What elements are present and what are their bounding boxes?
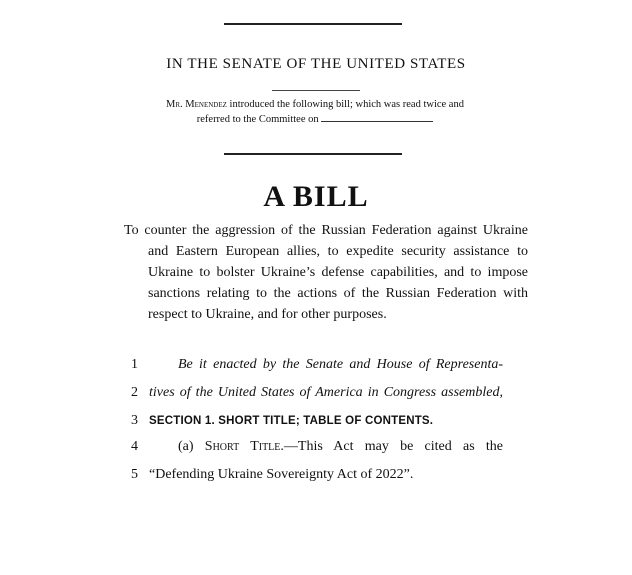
enacting-clause-line-1: Be it enacted by the Senate and House of Representa- <box>178 357 503 372</box>
line-number: 3 <box>131 413 138 428</box>
document-type-heading: A BILL <box>263 180 369 213</box>
introduction-line-1: introduced the following bill; which was read twice and <box>226 99 464 110</box>
line-number: 1 <box>131 357 138 372</box>
line-number: 5 <box>131 467 138 482</box>
purpose-paragraph: To counter the aggression of the Russian Federation against Ukraine and Eastern European allies, to expedite security assistance to Ukraine to bolster Ukraine’s defense capabilities, and to impose sanctions relating to the actions of the Russian Federation with respect to Ukraine, and for other purposes. <box>124 223 528 322</box>
chamber-heading: IN THE SENATE OF THE UNITED STATES <box>166 56 466 72</box>
bill-line <box>0 385 632 407</box>
top-rule <box>224 23 402 25</box>
middle-rule <box>224 153 402 155</box>
bill-line <box>0 413 632 435</box>
committee-blank <box>321 112 433 122</box>
line-number: 4 <box>131 439 138 454</box>
introduction-line-2: referred to the Committee on <box>196 114 319 125</box>
short-title-line <box>178 439 503 455</box>
sponsor-name: Mr. Menendez <box>166 99 227 110</box>
subsection-marker: (a) <box>178 439 205 454</box>
line-number: 2 <box>131 385 138 400</box>
bill-line <box>0 357 632 379</box>
introduction-text <box>140 97 490 127</box>
short-title-text: .—This Act may be cited as the <box>280 439 503 454</box>
bill-line <box>0 467 632 489</box>
act-name-line: “Defending Ukraine Sovereignty Act of 2022”. <box>149 467 414 482</box>
section-heading: SECTION 1. SHORT TITLE; TABLE OF CONTENTS. <box>149 415 434 427</box>
enacting-clause-line-2: tives of the United States of America in Congress assembled, <box>149 385 503 400</box>
subsection-heading: Short Title <box>204 439 281 454</box>
bill-line <box>0 439 632 461</box>
chamber-underline <box>272 90 360 91</box>
